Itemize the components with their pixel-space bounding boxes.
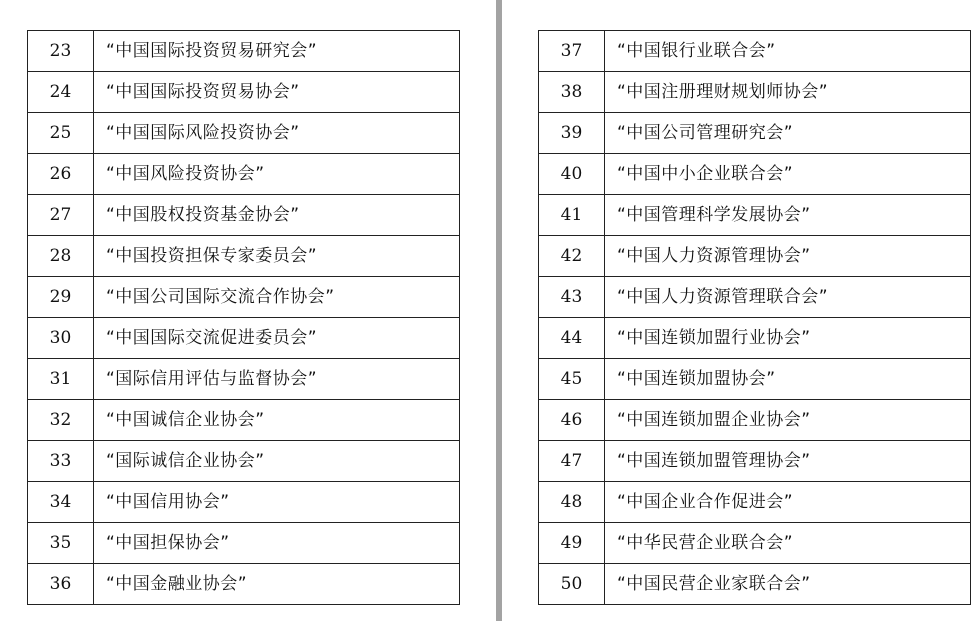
table-row <box>539 277 971 318</box>
table-row <box>28 72 460 113</box>
row-number: 32 <box>28 400 94 441</box>
row-number: 27 <box>28 195 94 236</box>
row-number: 44 <box>539 318 605 359</box>
row-number: 24 <box>28 72 94 113</box>
organization-name: “中国连锁加盟管理协会” <box>605 441 971 482</box>
organization-name: “中国连锁加盟行业协会” <box>605 318 971 359</box>
organization-name: “中国信用协会” <box>94 482 460 523</box>
table-row <box>539 359 971 400</box>
organization-name: “中国公司国际交流合作协会” <box>94 277 460 318</box>
row-number: 39 <box>539 113 605 154</box>
row-number: 50 <box>539 564 605 605</box>
row-number: 26 <box>28 154 94 195</box>
row-number: 45 <box>539 359 605 400</box>
table-row <box>539 154 971 195</box>
row-number: 28 <box>28 236 94 277</box>
table-row <box>28 523 460 564</box>
table-row <box>28 359 460 400</box>
table-row <box>539 564 971 605</box>
organization-name: “中国管理科学发展协会” <box>605 195 971 236</box>
table-row <box>539 523 971 564</box>
row-number: 38 <box>539 72 605 113</box>
organization-name: “中国诚信企业协会” <box>94 400 460 441</box>
table-row <box>28 277 460 318</box>
right-page <box>502 0 979 621</box>
table-row <box>539 236 971 277</box>
row-number: 35 <box>28 523 94 564</box>
table-row <box>28 441 460 482</box>
table-row <box>539 72 971 113</box>
organization-name: “中国人力资源管理协会” <box>605 236 971 277</box>
organization-name: “国际信用评估与监督协会” <box>94 359 460 400</box>
organization-name: “中国注册理财规划师协会” <box>605 72 971 113</box>
organization-name: “中国股权投资基金协会” <box>94 195 460 236</box>
table-row <box>28 31 460 72</box>
table-row <box>28 318 460 359</box>
left-table <box>27 30 460 605</box>
organization-name: “中国民营企业家联合会” <box>605 564 971 605</box>
table-row <box>539 482 971 523</box>
row-number: 25 <box>28 113 94 154</box>
table-row <box>539 195 971 236</box>
table-row <box>539 113 971 154</box>
organization-name: “中国连锁加盟协会” <box>605 359 971 400</box>
organization-name: “中国国际风险投资协会” <box>94 113 460 154</box>
row-number: 40 <box>539 154 605 195</box>
table-row <box>28 236 460 277</box>
row-number: 31 <box>28 359 94 400</box>
organization-name: “中国企业合作促进会” <box>605 482 971 523</box>
row-number: 48 <box>539 482 605 523</box>
row-number: 29 <box>28 277 94 318</box>
organization-name: “中国国际交流促进委员会” <box>94 318 460 359</box>
organization-name: “中国公司管理研究会” <box>605 113 971 154</box>
organization-name: “中国中小企业联合会” <box>605 154 971 195</box>
row-number: 33 <box>28 441 94 482</box>
table-row <box>28 482 460 523</box>
row-number: 36 <box>28 564 94 605</box>
row-number: 42 <box>539 236 605 277</box>
table-row <box>28 195 460 236</box>
table-row <box>539 400 971 441</box>
organization-name: “中国国际投资贸易研究会” <box>94 31 460 72</box>
row-number: 34 <box>28 482 94 523</box>
organization-name: “中国投资担保专家委员会” <box>94 236 460 277</box>
row-number: 37 <box>539 31 605 72</box>
table-row <box>28 564 460 605</box>
row-number: 46 <box>539 400 605 441</box>
organization-name: “国际诚信企业协会” <box>94 441 460 482</box>
row-number: 30 <box>28 318 94 359</box>
table-row <box>28 113 460 154</box>
row-number: 43 <box>539 277 605 318</box>
table-row <box>28 400 460 441</box>
organization-name: “中国银行业联合会” <box>605 31 971 72</box>
organization-name: “中国风险投资协会” <box>94 154 460 195</box>
organization-name: “中国担保协会” <box>94 523 460 564</box>
organization-name: “中华民营企业联合会” <box>605 523 971 564</box>
organization-name: “中国金融业协会” <box>94 564 460 605</box>
organization-name: “中国国际投资贸易协会” <box>94 72 460 113</box>
organization-name: “中国人力资源管理联合会” <box>605 277 971 318</box>
row-number: 49 <box>539 523 605 564</box>
right-table <box>538 30 971 605</box>
table-row <box>539 441 971 482</box>
row-number: 23 <box>28 31 94 72</box>
table-row <box>539 31 971 72</box>
table-row <box>539 318 971 359</box>
row-number: 47 <box>539 441 605 482</box>
table-row <box>28 154 460 195</box>
organization-name: “中国连锁加盟企业协会” <box>605 400 971 441</box>
row-number: 41 <box>539 195 605 236</box>
